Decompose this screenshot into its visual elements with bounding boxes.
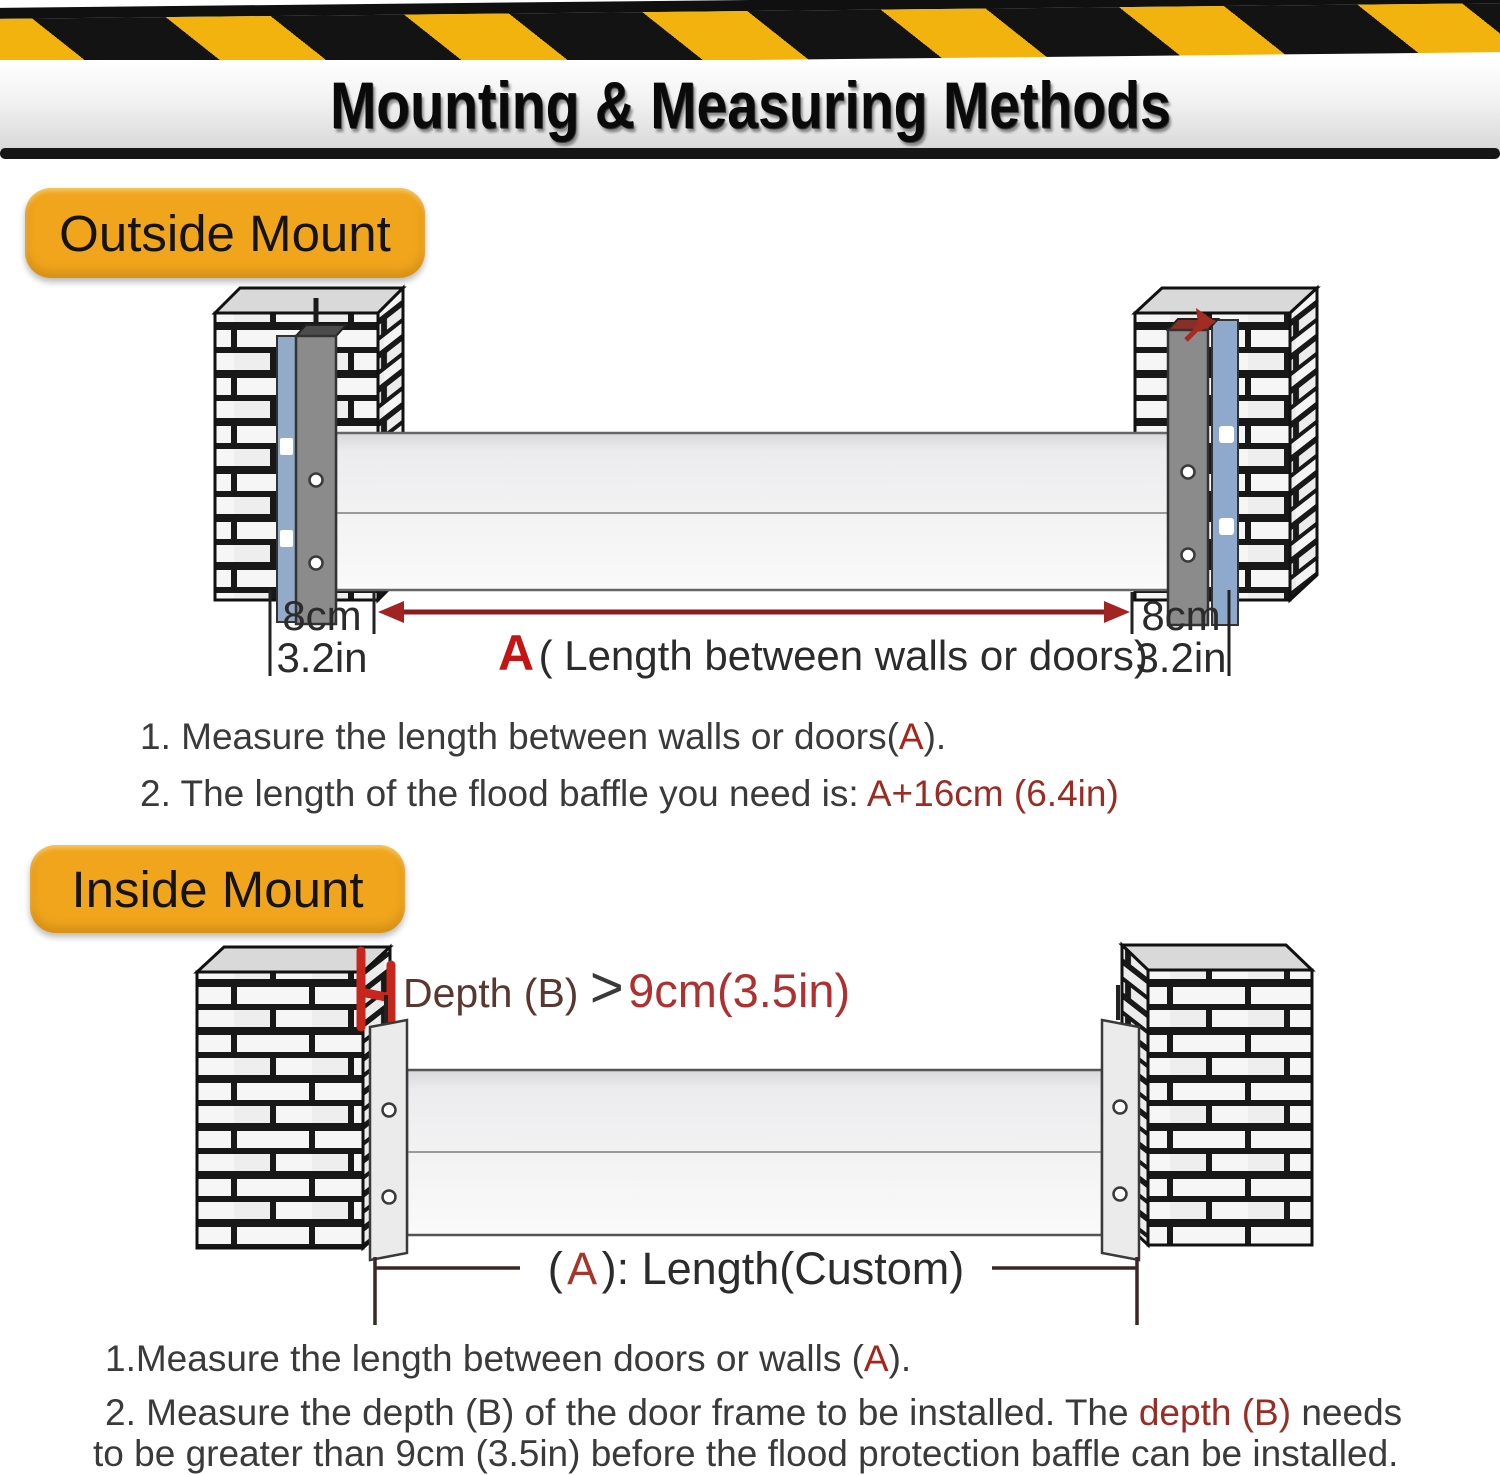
seal-strip-left xyxy=(277,336,296,622)
highlight-A: A xyxy=(898,716,924,757)
mounting-bracket-left xyxy=(370,995,407,1260)
inside-mount-instructions xyxy=(93,1338,1403,1474)
outside-step-2: 2. The length of the flood baffle you need is: A+16cm (6.4in) xyxy=(140,773,1119,814)
highlight-A: A xyxy=(863,1338,889,1379)
brick-pillar-right xyxy=(1122,945,1312,1245)
dimension-label-A xyxy=(498,625,1148,680)
hazard-stripe-banner xyxy=(0,0,1500,68)
outside-mount-diagram xyxy=(0,278,1500,680)
inside-mount-diagram xyxy=(0,935,1500,1335)
greater-than-symbol: > xyxy=(589,955,624,1020)
mounting-bracket-right xyxy=(1102,985,1139,1260)
screw-icon xyxy=(383,1104,396,1117)
inside-step-2-continued: to be greater than 9cm (3.5in) before the flood protection baffle can be installed. xyxy=(93,1433,1399,1474)
screw-icon xyxy=(383,1191,396,1204)
title-divider-bar xyxy=(0,148,1500,159)
dimension-arrow-A xyxy=(378,601,1130,623)
inside-step-1: 1.Measure the length between doors or walls (A). xyxy=(105,1338,912,1379)
dimension-letter-A: A xyxy=(498,625,535,680)
dim-left-cm: 8cm xyxy=(282,592,362,639)
outside-step-1: 1. Measure the length between walls or doors(A). xyxy=(140,716,947,757)
screw-icon xyxy=(1114,1188,1127,1201)
outside-mount-badge-label: Outside Mount xyxy=(59,204,391,262)
inside-mount-badge xyxy=(30,845,405,933)
dim-left-in: 3.2in xyxy=(276,634,368,680)
dimension-label-text: ( Length between walls or doors) xyxy=(538,632,1148,679)
title-band xyxy=(0,60,1500,150)
screw-icon xyxy=(1182,549,1195,562)
depth-label xyxy=(403,955,850,1020)
seal-strip-right xyxy=(1212,320,1238,625)
dim-right-in: 3.2in xyxy=(1135,634,1227,680)
inside-mount-badge-label: Inside Mount xyxy=(71,860,364,918)
highlight-depth-B: depth (B) xyxy=(1138,1392,1292,1433)
outside-mount-instructions xyxy=(140,718,1119,812)
screw-icon xyxy=(1182,466,1195,479)
dimension-label-length-custom: ( A ): Length(Custom) xyxy=(547,1243,965,1294)
dimension-letter-A: A xyxy=(567,1243,598,1294)
highlight-length-formula: A+16cm (6.4in) xyxy=(866,773,1119,814)
screw-icon xyxy=(1114,1101,1127,1114)
dim-right-cm: 8cm xyxy=(1141,592,1221,639)
flood-baffle-panel xyxy=(407,1070,1102,1235)
screw-icon xyxy=(310,557,323,570)
page-title: Mounting & Measuring Methods xyxy=(329,68,1171,142)
screw-icon xyxy=(310,474,323,487)
depth-label-text: Depth (B) xyxy=(403,970,590,1016)
inside-step-2: 2. Measure the depth (B) of the door frame to be installed. The depth (B) needs xyxy=(105,1392,1403,1433)
depth-value: 9cm(3.5in) xyxy=(628,964,851,1017)
outside-mount-badge xyxy=(25,188,425,278)
flood-baffle-panel xyxy=(336,433,1174,590)
